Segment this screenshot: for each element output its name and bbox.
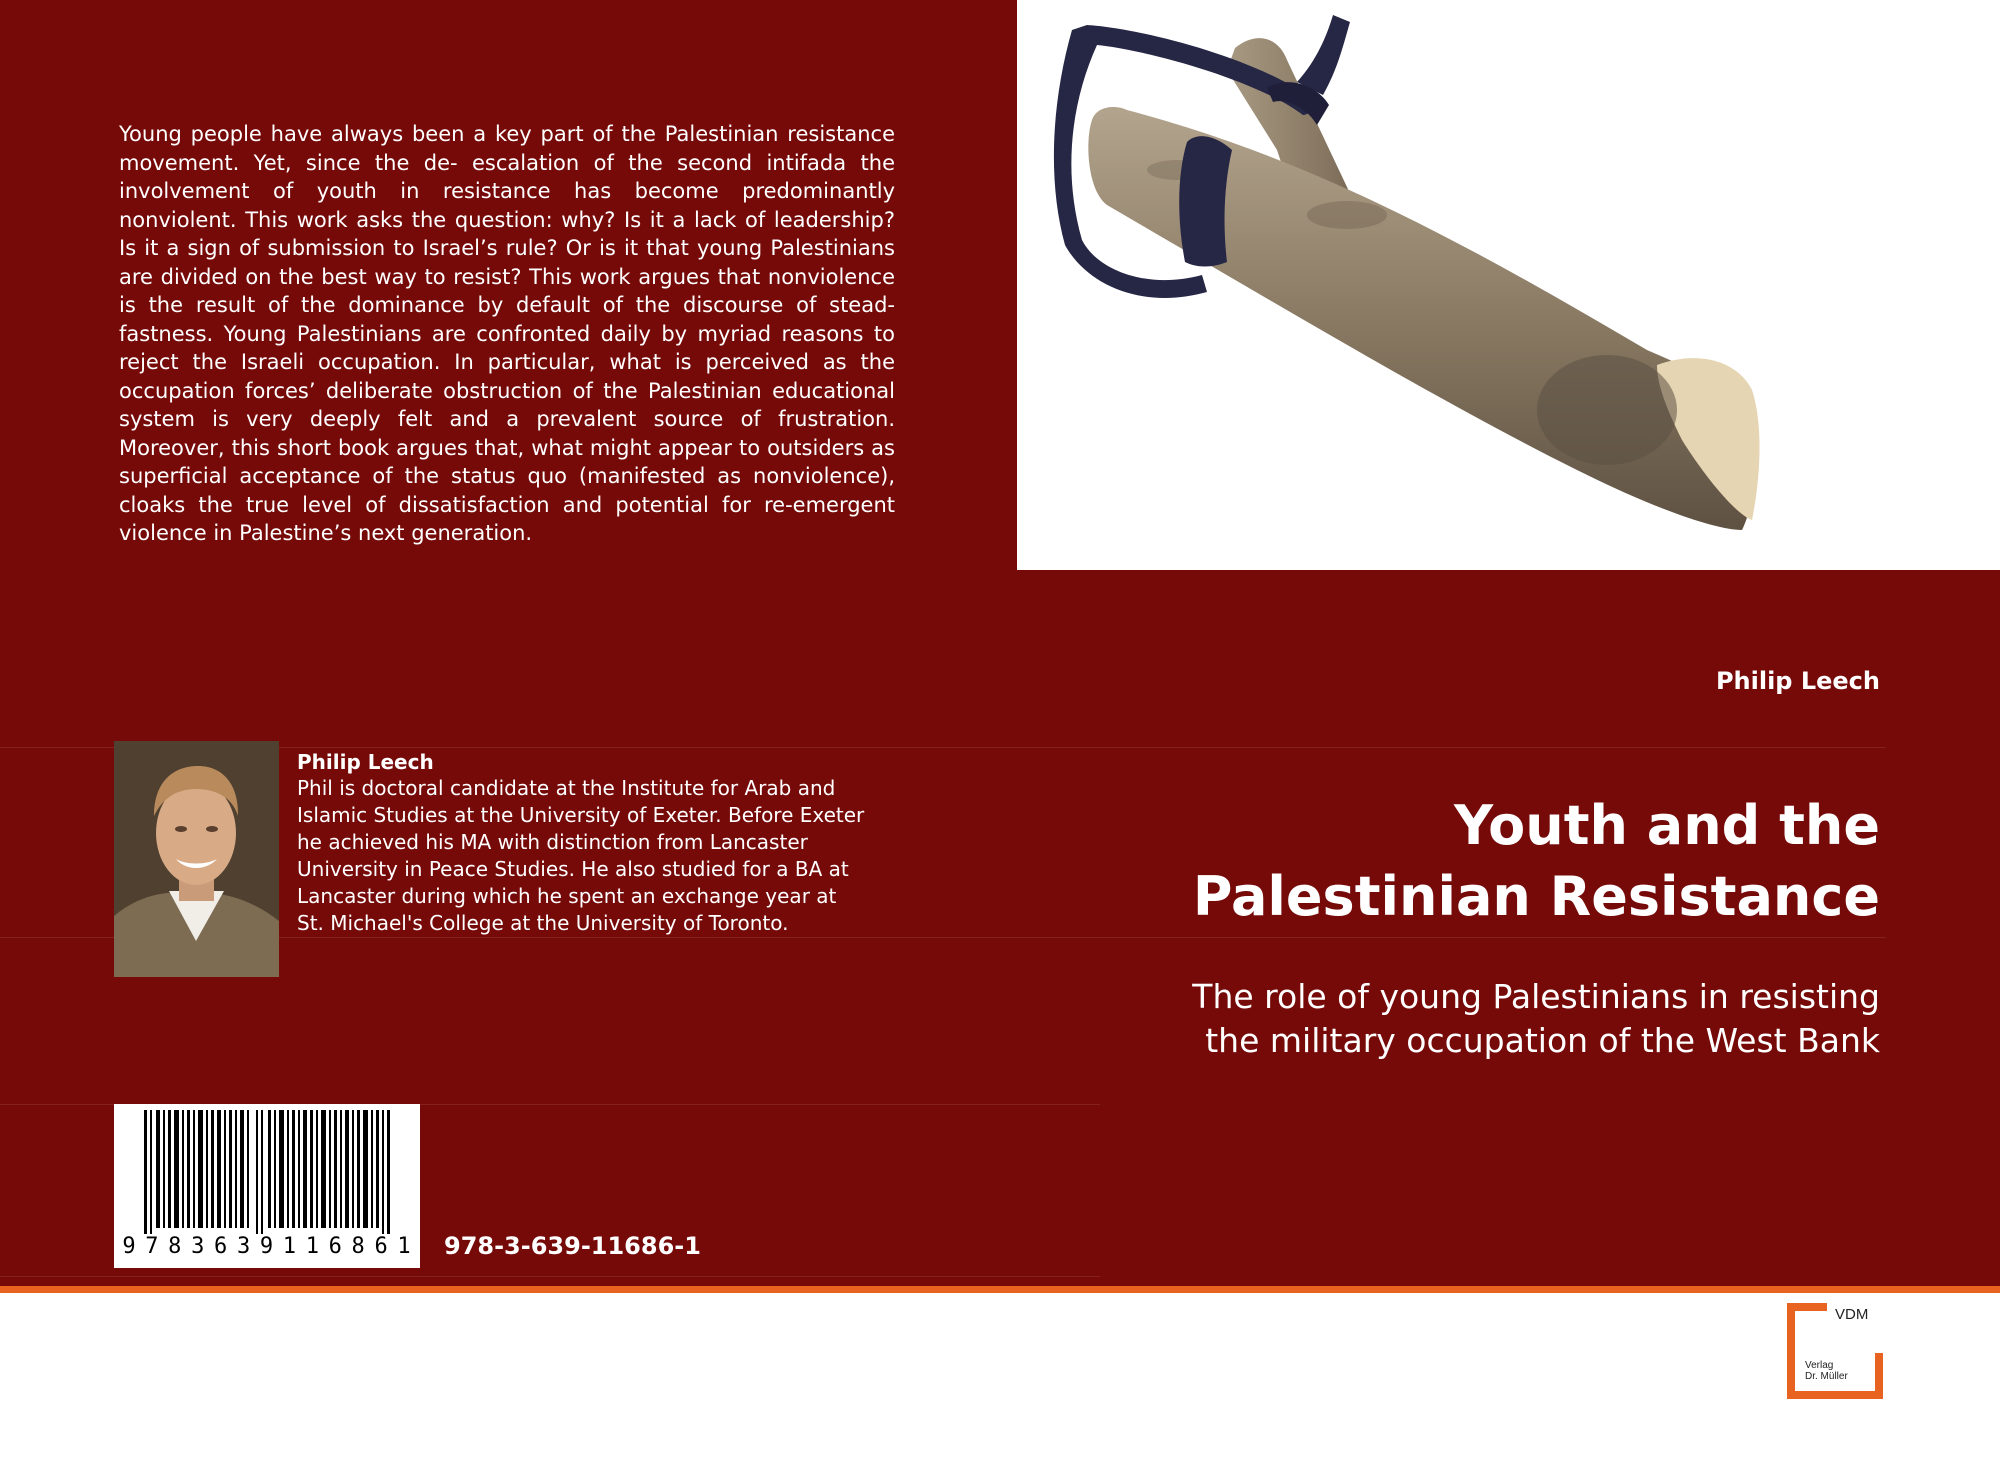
divider-line bbox=[0, 1276, 1100, 1277]
isbn-number: 978-3-639-11686-1 bbox=[444, 1232, 701, 1260]
publisher-line-1: Verlag bbox=[1805, 1360, 1834, 1371]
front-author-name: Philip Leech bbox=[1715, 667, 1880, 695]
barcode-digit: 9 bbox=[122, 1234, 137, 1259]
barcode-digit: 1 bbox=[305, 1234, 320, 1259]
book-title bbox=[1080, 790, 1880, 932]
author-bio: Phil is doctoral candidate at the Institute for Arab and Islamic Studies at the University of Exeter. Before Exeter he achieved his MA with distinction from Lancaster University in Peace Studies. He also studied for a BA at Lancaster during which he spent an exchange year at St. Michael's College at the University of Toronto. bbox=[297, 776, 865, 935]
publisher-logo-name: VDM bbox=[1835, 1306, 1869, 1323]
barcode-digit: 6 bbox=[214, 1234, 229, 1259]
barcode-digit: 6 bbox=[374, 1234, 389, 1259]
barcode-digit: 1 bbox=[397, 1234, 412, 1259]
back-cover-blurb: Young people have always been a key part of the Palestinian resistance movement. Yet, since the de- escalation of the second intifada the involvement of youth in resistance has become predominantly nonviolent. This work asks the question: why? Is it a lack of leadership? Is it a sign of submission to Israel’s rule? Or is it that young Palestinians are divided on the best way to resist? This work argues that nonviolence is the result of the dominance by default of the discourse of stead- fastness. Young Palestinians are confronted daily by myriad reasons to reject the Israeli occupation. In particular, what is perceived as the occupation forces’ deliberate obstruction of the Palestinian educational system is very deeply felt and a prevalent source of frustration. Moreover, this short book argues that, what might appear to outsiders as superficial acceptance of the status quo (manifested as nonviolence), cloaks the true level of dissatisfaction and potential for re-emergent violence in Palestine’s next generation. bbox=[119, 122, 895, 545]
cover-photo-panel bbox=[1017, 0, 2000, 570]
author-portrait bbox=[114, 741, 279, 977]
title-line-1: Youth and the bbox=[1454, 794, 1880, 857]
bio-author-name: Philip Leech bbox=[297, 750, 434, 774]
barcode-digit: 1 bbox=[282, 1234, 298, 1259]
slingshot-image bbox=[1017, 0, 2000, 570]
publisher-logo-subtext bbox=[1805, 1360, 1875, 1382]
book-subtitle bbox=[1080, 975, 1880, 1063]
publisher-line-2: Dr. Müller bbox=[1805, 1371, 1848, 1382]
barcode-digit: 3 bbox=[236, 1234, 252, 1259]
barcode-digits bbox=[114, 1232, 420, 1262]
divider-line bbox=[1100, 937, 1886, 938]
orange-accent-rule bbox=[0, 1286, 2000, 1293]
barcode-bars bbox=[114, 1104, 420, 1234]
barcode-digit: 8 bbox=[168, 1234, 183, 1259]
subtitle-line-2: the military occupation of the West Bank bbox=[1205, 1021, 1880, 1060]
barcode-digit: 6 bbox=[328, 1234, 343, 1259]
author-photo bbox=[114, 741, 279, 977]
isbn-barcode bbox=[114, 1104, 420, 1268]
barcode-digit: 7 bbox=[145, 1234, 160, 1259]
divider-line bbox=[1100, 747, 1886, 748]
barcode-digit: 9 bbox=[259, 1234, 275, 1259]
barcode-digit: 3 bbox=[191, 1234, 206, 1259]
title-line-2: Palestinian Resistance bbox=[1192, 865, 1880, 928]
barcode-digit: 8 bbox=[351, 1234, 366, 1259]
subtitle-line-1: The role of young Palestinians in resisting bbox=[1192, 977, 1880, 1016]
